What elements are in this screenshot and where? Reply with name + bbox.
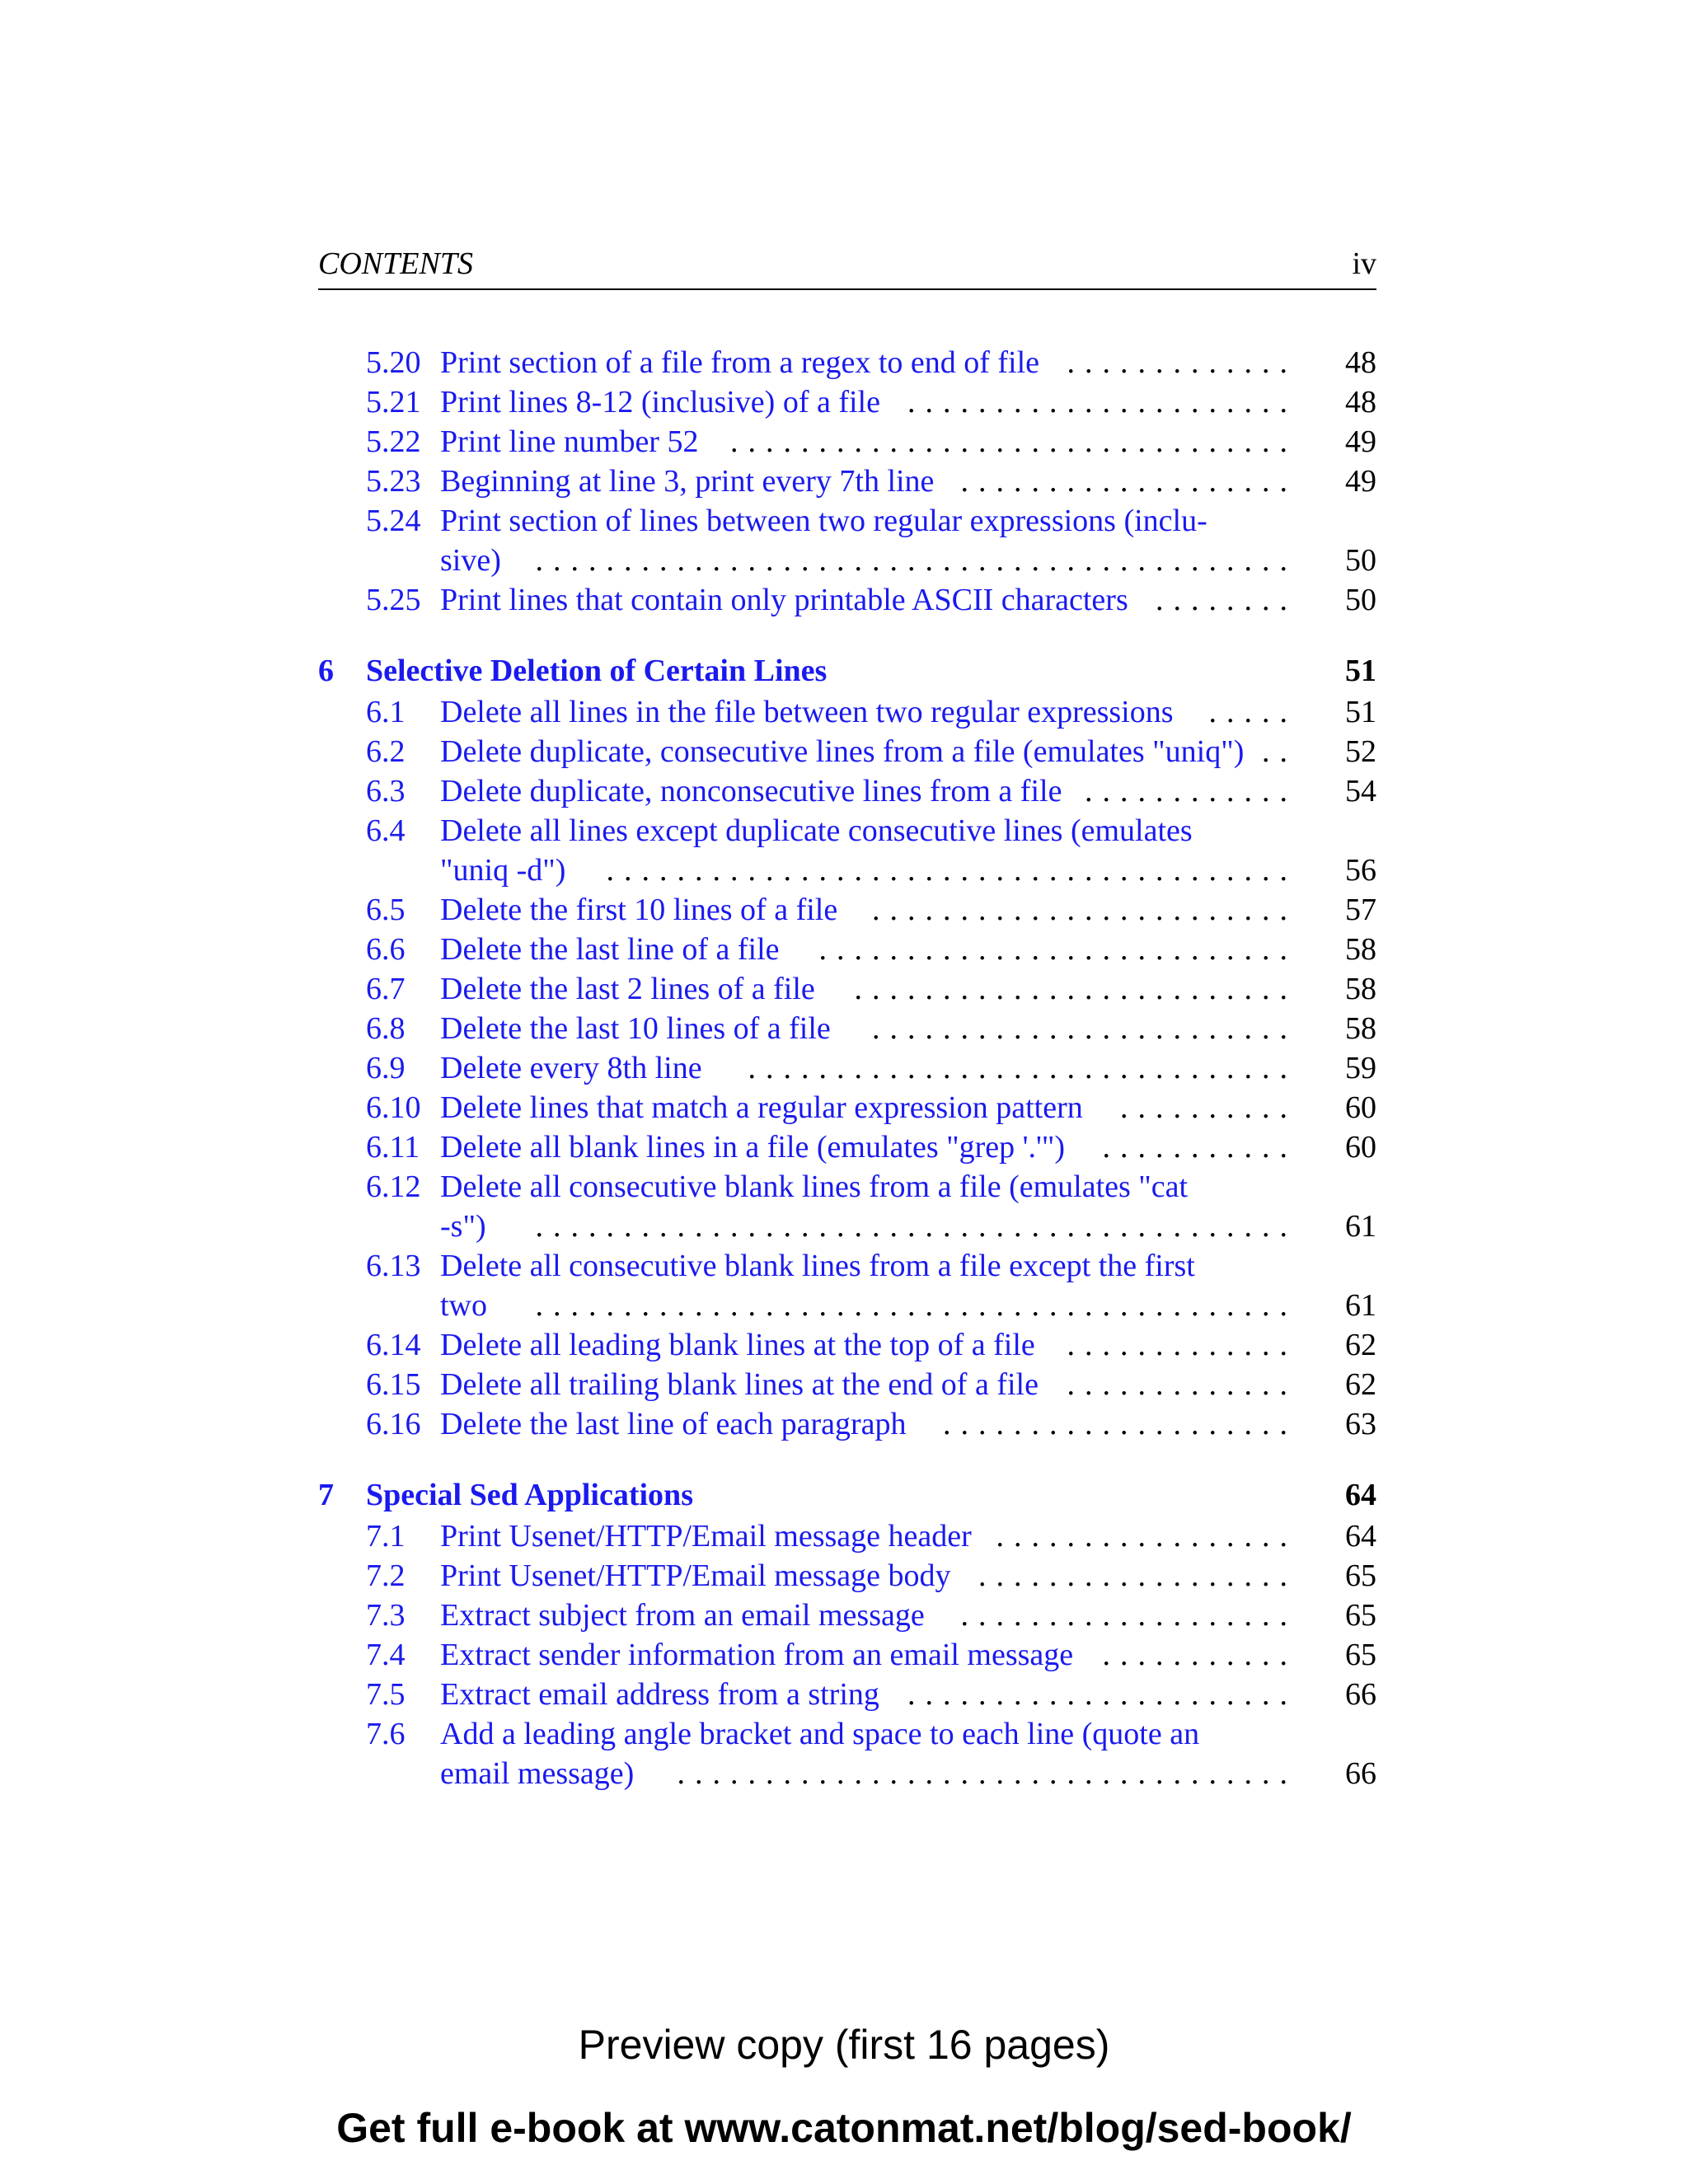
toc-entry-number: 6.6 [366, 932, 406, 967]
toc-entry-number: 6 [318, 654, 334, 688]
dot-leader: .......... [1120, 1090, 1297, 1125]
dot-leader: .................. [978, 1558, 1297, 1593]
toc-entry[interactable] [318, 462, 1376, 501]
toc-entry-title: Delete all trailing blank lines at the end of a file [440, 1367, 1039, 1402]
toc-entry[interactable] [318, 343, 1376, 382]
toc-entry-page: 56 [1345, 853, 1376, 888]
toc-entry[interactable] [318, 851, 1376, 890]
toc-entry[interactable] [318, 1365, 1376, 1404]
toc-entry-page: 65 [1345, 1638, 1376, 1672]
toc-entry-page: 64 [1345, 1478, 1376, 1512]
toc-entry-title: two [440, 1288, 487, 1323]
toc-entry[interactable] [318, 1754, 1376, 1793]
toc-entry[interactable] [318, 382, 1376, 422]
dot-leader: ........... [1102, 1130, 1297, 1165]
toc-entry-number: 5.24 [366, 504, 421, 538]
dot-leader: ........................ [872, 1011, 1297, 1046]
toc-entry-title: email message) [440, 1756, 635, 1791]
toc-entry-page: 49 [1345, 424, 1376, 459]
dot-leader: ........ [1156, 583, 1297, 617]
toc-entry-title: Delete duplicate, nonconsecutive lines from a file [440, 774, 1062, 808]
toc-entry-title: Print line number 52 [440, 424, 699, 459]
toc-entry-title: Delete all consecutive blank lines from a file (emulates "cat [440, 1169, 1189, 1204]
page-number: iv [1352, 246, 1376, 281]
toc-entry-title: Delete all consecutive blank lines from a file except the first [440, 1249, 1195, 1283]
toc-entry-page: 61 [1345, 1288, 1376, 1323]
toc-entry-number: 7.3 [366, 1598, 406, 1633]
dot-leader: ........................................... [535, 1209, 1297, 1244]
dot-leader: ............ [1085, 774, 1297, 808]
toc-entry-page: 59 [1345, 1051, 1376, 1085]
toc-entry[interactable] [318, 692, 1376, 732]
toc-entry-number: 7.6 [366, 1717, 406, 1751]
toc-entry-title: Print section of a file from a regex to end of file [440, 345, 1040, 380]
dot-leader: .................... [943, 1407, 1297, 1441]
toc-entry-title: Special Sed Applications [366, 1478, 693, 1512]
dot-leader: ........................................... [535, 543, 1297, 578]
toc-chapter[interactable] [318, 651, 1376, 691]
toc-entry-title: Delete the first 10 lines of a file [440, 893, 838, 927]
toc-entry-title: Extract sender information from an email message [440, 1638, 1074, 1672]
toc-entry[interactable] [318, 1127, 1376, 1167]
toc-entry-title: Delete the last line of each paragraph [440, 1407, 907, 1441]
dot-leader: ...................... [907, 1677, 1297, 1712]
toc-entry-page: 66 [1345, 1756, 1376, 1791]
toc-entry-title: Delete all leading blank lines at the top of a file [440, 1328, 1035, 1362]
toc-entry-page: 61 [1345, 1209, 1376, 1244]
toc-entry-page: 58 [1345, 1011, 1376, 1046]
dot-leader: ......................... [854, 972, 1297, 1006]
toc-entry[interactable] [318, 890, 1376, 930]
dot-leader: ................................ [730, 424, 1297, 459]
toc-entry-page: 60 [1345, 1090, 1376, 1125]
toc-entry[interactable] [318, 1009, 1376, 1048]
toc-entry-page: 58 [1345, 972, 1376, 1006]
toc-entry-number: 6.15 [366, 1367, 421, 1402]
toc-entry-page: 51 [1345, 654, 1376, 688]
toc-entry-page: 63 [1345, 1407, 1376, 1441]
toc-entry-page: 57 [1345, 893, 1376, 927]
toc-entry[interactable] [318, 501, 1376, 541]
toc-entry-number: 6.5 [366, 893, 406, 927]
dot-leader: ........... [1102, 1638, 1297, 1672]
toc-entry-title: Selective Deletion of Certain Lines [366, 654, 828, 688]
toc-entry[interactable] [318, 422, 1376, 462]
dot-leader: ................................... [677, 1756, 1297, 1791]
toc-entry-title: -s") [440, 1209, 486, 1244]
dot-leader: ............. [1067, 1328, 1297, 1362]
toc-entry[interactable] [318, 1596, 1376, 1635]
dot-leader: ................... [960, 464, 1297, 499]
toc-entry[interactable] [318, 771, 1376, 811]
toc-entry-page: 48 [1345, 385, 1376, 419]
running-header [318, 239, 1376, 290]
toc-entry-title: Print Usenet/HTTP/Email message header [440, 1519, 972, 1554]
toc-entry-number: 6.2 [366, 734, 406, 769]
toc-entry-page: 62 [1345, 1367, 1376, 1402]
dot-leader: ............. [1067, 345, 1297, 380]
toc-entry-number: 5.21 [366, 385, 421, 419]
toc-entry-title: Delete the last line of a file [440, 932, 780, 967]
toc-entry-page: 62 [1345, 1328, 1376, 1362]
toc-entry-number: 7.1 [366, 1519, 406, 1554]
dot-leader: ................... [960, 1598, 1297, 1633]
toc-entry-number: 5.25 [366, 583, 421, 617]
toc-entry-page: 52 [1345, 734, 1376, 769]
toc-entry-title: Delete all blank lines in a file (emulates "grep '.'") [440, 1130, 1065, 1165]
toc-entry-title: Delete all lines except duplicate consecutive lines (emulates [440, 813, 1193, 848]
toc-entry-title: Add a leading angle bracket and space to each line (quote an [440, 1717, 1200, 1751]
toc-entry-number: 6.1 [366, 695, 406, 729]
toc-entry-title: Extract subject from an email message [440, 1598, 925, 1633]
toc-entry-title: Print section of lines between two regular expressions (inclu- [440, 504, 1207, 538]
toc-entry[interactable] [318, 1088, 1376, 1127]
toc-entry-page: 49 [1345, 464, 1376, 499]
toc-entry-page: 58 [1345, 932, 1376, 967]
dot-leader: ........................ [872, 893, 1297, 927]
toc-entry-title: Print lines that contain only printable ASCII characters [440, 583, 1128, 617]
toc-entry-number: 6.12 [366, 1169, 421, 1204]
toc-entry[interactable] [318, 1675, 1376, 1714]
toc-entry-page: 65 [1345, 1558, 1376, 1593]
toc-entry-title: sive) [440, 543, 501, 578]
toc-chapter[interactable] [318, 1475, 1376, 1515]
toc-entry[interactable] [318, 1048, 1376, 1088]
dot-leader: ...................... [907, 385, 1297, 419]
toc-entry-number: 6.14 [366, 1328, 421, 1362]
preview-notice: Preview copy (first 16 pages) [578, 2022, 1110, 2068]
toc-entry-title: Delete the last 10 lines of a file [440, 1011, 831, 1046]
toc-entry-title: Beginning at line 3, print every 7th line [440, 464, 935, 499]
toc-entry[interactable] [318, 1635, 1376, 1675]
toc-entry[interactable] [318, 580, 1376, 620]
toc-entry[interactable] [318, 811, 1376, 851]
dot-leader: ................. [996, 1519, 1297, 1554]
toc-entry[interactable] [318, 1556, 1376, 1596]
toc-entry[interactable] [318, 1714, 1376, 1754]
toc-entry-title: Print lines 8-12 (inclusive) of a file [440, 385, 880, 419]
toc-entry-title: "uniq -d") [440, 853, 566, 888]
toc-entry[interactable] [318, 1246, 1376, 1286]
toc-entry[interactable] [318, 930, 1376, 969]
toc-entry-page: 51 [1345, 695, 1376, 729]
toc-entry-page: 50 [1345, 543, 1376, 578]
toc-entry[interactable] [318, 732, 1376, 771]
toc-entry-number: 5.20 [366, 345, 421, 380]
dot-leader: ....................................... [606, 853, 1297, 888]
toc-entry-number: 7 [318, 1478, 334, 1512]
toc-entry-number: 6.16 [366, 1407, 421, 1441]
toc-entry-page: 50 [1345, 583, 1376, 617]
dot-leader: ........................................... [535, 1288, 1297, 1323]
toc-entry-page: 48 [1345, 345, 1376, 380]
dot-leader: ........................... [818, 932, 1297, 967]
ebook-link[interactable]: Get full e-book at www.catonmat.net/blog/sed-book/ [336, 2105, 1352, 2151]
toc-entry-page: 66 [1345, 1677, 1376, 1712]
toc-entry-title: Delete the last 2 lines of a file [440, 972, 815, 1006]
toc-entry[interactable] [318, 541, 1376, 580]
dot-leader: .. [1262, 734, 1297, 769]
toc-entry-page: 54 [1345, 774, 1376, 808]
toc-entry-page: 64 [1345, 1519, 1376, 1554]
toc-entry[interactable] [318, 969, 1376, 1009]
toc-entry-number: 6.8 [366, 1011, 406, 1046]
dot-leader: ............................... [748, 1051, 1297, 1085]
toc-entry-title: Delete every 8th line [440, 1051, 702, 1085]
toc-entry-number: 6.9 [366, 1051, 406, 1085]
toc-entry[interactable] [318, 1404, 1376, 1444]
toc-entry-number: 7.4 [366, 1638, 406, 1672]
toc-entry-number: 7.5 [366, 1677, 406, 1712]
toc-entry-number: 6.10 [366, 1090, 421, 1125]
toc-entry-number: 6.3 [366, 774, 406, 808]
toc-entry-number: 5.23 [366, 464, 421, 499]
toc-entry-number: 6.11 [366, 1130, 420, 1165]
toc-entry-title: Extract email address from a string [440, 1677, 879, 1712]
toc-entry[interactable] [318, 1167, 1376, 1207]
toc-entry[interactable] [318, 1207, 1376, 1246]
running-header-title: CONTENTS [318, 246, 473, 281]
toc-entry-number: 6.13 [366, 1249, 421, 1283]
toc-entry-page: 65 [1345, 1598, 1376, 1633]
toc-entry[interactable] [318, 1516, 1376, 1556]
toc-entry-number: 7.2 [366, 1558, 406, 1593]
dot-leader: ............. [1067, 1367, 1297, 1402]
dot-leader: ..... [1208, 695, 1297, 729]
toc-entry-number: 6.7 [366, 972, 406, 1006]
toc-entry-title: Print Usenet/HTTP/Email message body [440, 1558, 951, 1593]
toc-entry-number: 5.22 [366, 424, 421, 459]
toc-entry-title: Delete lines that match a regular expression pattern [440, 1090, 1083, 1125]
toc-entry-title: Delete all lines in the file between two regular expressions [440, 695, 1174, 729]
toc-entry-title: Delete duplicate, consecutive lines from a file (emulates "uniq") [440, 734, 1245, 769]
toc-entry-page: 60 [1345, 1130, 1376, 1165]
toc-entry[interactable] [318, 1325, 1376, 1365]
toc-entry[interactable] [318, 1286, 1376, 1325]
toc-entry-number: 6.4 [366, 813, 406, 848]
